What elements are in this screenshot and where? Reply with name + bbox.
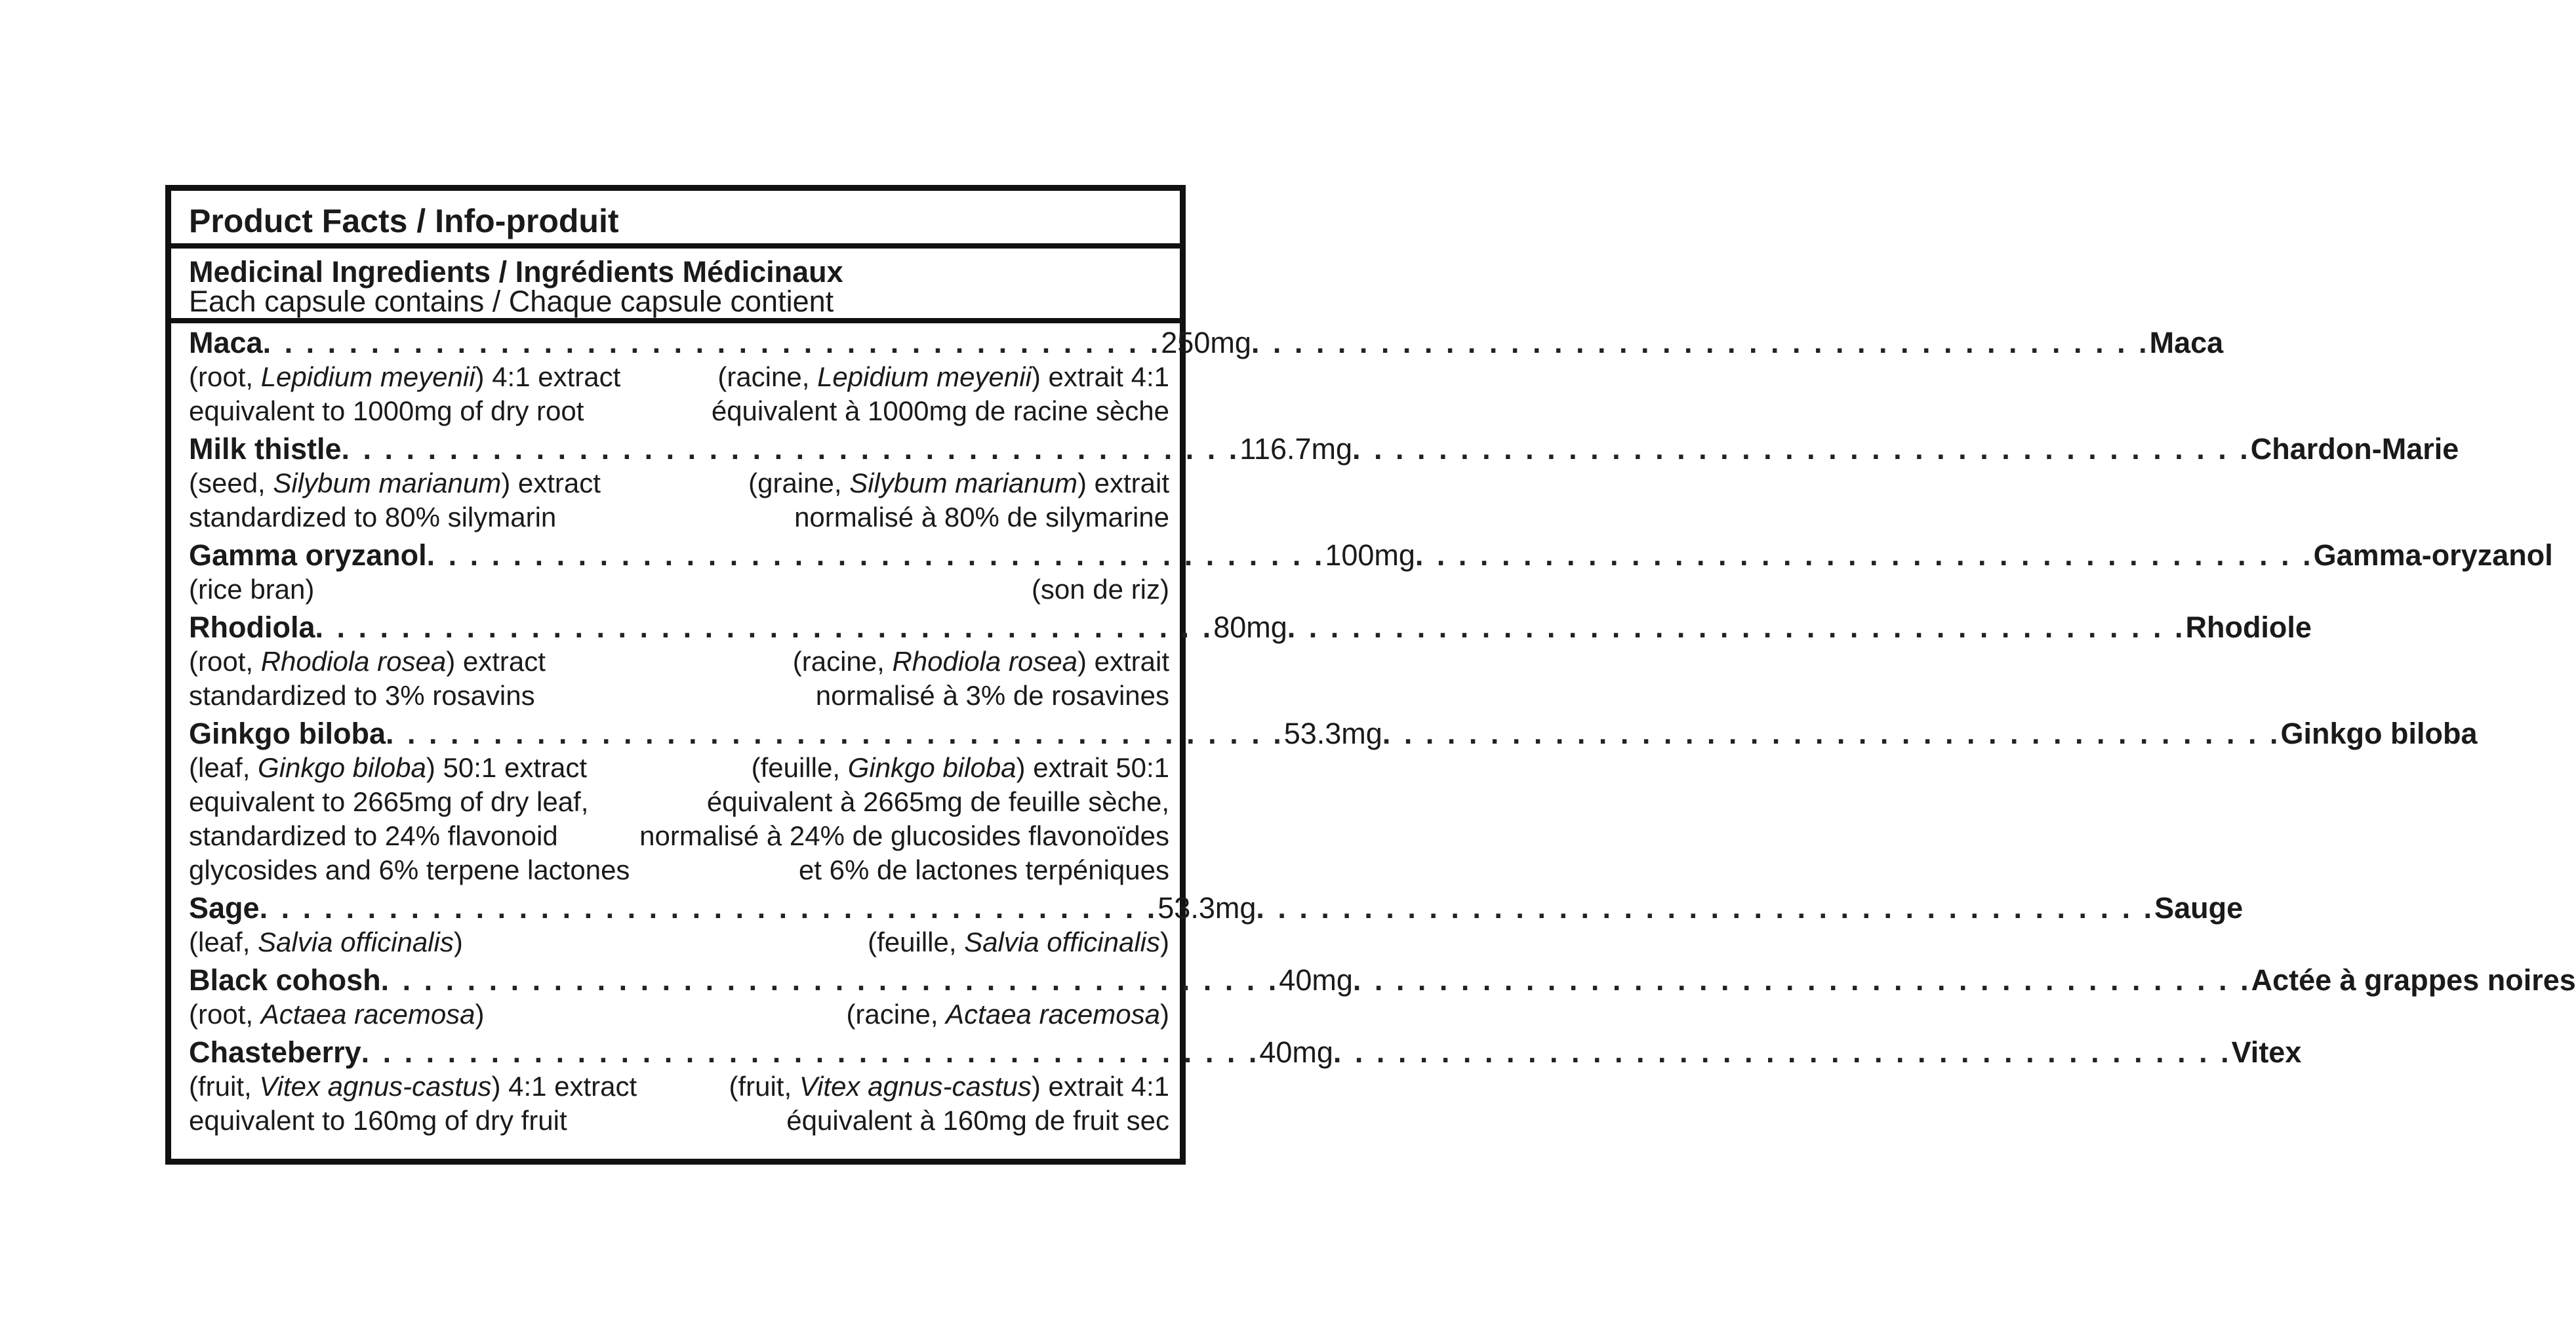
dot-leader: . . . . . . . . . . . . . . . . . . . . . . . . . . . . . . . . . . . . . . . . . . — [1287, 611, 2186, 644]
medicinal-ingredients-heading: Medicinal Ingredients / Ingrédients Médicinaux — [189, 255, 843, 289]
dot-leader: . . . . . . . . . . . . . . . . . . . . . . . . . . . . . . . . . . . . . . . . . . — [1352, 963, 2251, 997]
ingredient-description — [189, 1104, 1169, 1138]
description-en: glycosides and 6% terpene lactones — [189, 854, 630, 885]
dot-leader: . . . . . . . . . . . . . . . . . . . . . . . . . . . . . . . . . . . . . . . . . . — [315, 611, 1214, 644]
ingredient-description — [189, 360, 1169, 394]
description-en: standardized to 24% flavonoid — [189, 820, 558, 851]
description-fr: (racine, Actaea racemosa) — [846, 999, 1169, 1030]
ingredient-name-fr: Sauge — [2154, 891, 2244, 925]
ingredient-name-en: Black cohosh — [189, 963, 381, 997]
dot-leader: . . . . . . . . . . . . . . . . . . . . . . . . . . . . . . . . . . . . . . . . . . — [386, 717, 1284, 750]
ingredient-name-en: Ginkgo biloba — [189, 717, 386, 750]
ingredient-rhodiola — [189, 611, 2312, 713]
dot-leader: . . . . . . . . . . . . . . . . . . . . . . . . . . . . . . . . . . . . . . . . . . — [361, 1035, 1260, 1069]
description-fr: normalisé à 24% de glucosides flavonoïdes — [639, 820, 1169, 851]
ingredient-name-fr: Actée à grappes noires — [2251, 963, 2576, 997]
ingredients-header — [171, 249, 1180, 323]
description-en: (leaf, Ginkgo biloba) 50:1 extract — [189, 752, 587, 783]
description-fr: (son de riz) — [1031, 574, 1169, 605]
ingredient-chasteberry — [189, 1035, 2302, 1138]
description-en: (seed, Silybum marianum) extract — [189, 468, 601, 498]
dot-leader: . . . . . . . . . . . . . . . . . . . . . . . . . . . . . . . . . . . . . . . . . . — [1382, 717, 2281, 750]
description-en: standardized to 3% rosavins — [189, 680, 535, 711]
ingredient-name-en: Sage — [189, 891, 260, 925]
panel-title: Product Facts / Info-produit — [189, 203, 619, 239]
dot-leader: . . . . . . . . . . . . . . . . . . . . . . . . . . . . . . . . . . . . . . . . . . — [1415, 538, 2314, 572]
ingredient-name-fr: Ginkgo biloba — [2280, 717, 2478, 750]
ingredient-maca — [189, 326, 2224, 428]
ingredient-name-fr: Chardon-Marie — [2250, 432, 2459, 466]
description-en: equivalent to 2665mg of dry leaf, — [189, 786, 589, 817]
dot-leader: . . . . . . . . . . . . . . . . . . . . . . . . . . . . . . . . . . . . . . . . . . — [341, 432, 1240, 466]
description-fr: équivalent à 1000mg de racine sèche — [711, 395, 1169, 426]
ingredient-name-fr: Rhodiole — [2185, 611, 2312, 644]
ingredient-name-fr: Maca — [2149, 326, 2224, 359]
ingredient-description — [189, 1070, 1169, 1104]
ingredient-description — [189, 572, 1169, 607]
ingredient-amount: 53.3mg — [1283, 717, 1382, 750]
ingredient-description — [189, 679, 1169, 713]
ingredient-description — [189, 751, 1169, 785]
description-en: (rice bran) — [189, 574, 315, 605]
description-fr: (feuille, Salvia officinalis) — [868, 927, 1169, 957]
title-box — [171, 191, 1180, 249]
ingredient-name-en: Gamma oryzanol — [189, 538, 427, 572]
description-fr: (graine, Silybum marianum) extrait — [748, 468, 1169, 498]
description-fr: (racine, Lepidium meyenii) extrait 4:1 — [717, 361, 1169, 392]
description-fr: normalisé à 80% de silymarine — [794, 502, 1169, 532]
ingredient-name-en: Milk thistle — [189, 432, 342, 466]
ingredient-amount: 40mg — [1259, 1035, 1333, 1069]
ingredient-ginkgo-biloba — [189, 717, 2478, 887]
description-fr: équivalent à 160mg de fruit sec — [786, 1105, 1169, 1136]
ingredient-description — [189, 785, 1169, 819]
dot-leader: . . . . . . . . . . . . . . . . . . . . . . . . . . . . . . . . . . . . . . . . . . — [1333, 1035, 2232, 1069]
ingredient-name-en: Rhodiola — [189, 611, 315, 644]
dot-leader: . . . . . . . . . . . . . . . . . . . . . . . . . . . . . . . . . . . . . . . . . . — [1256, 891, 2155, 925]
description-fr: (fruit, Vitex agnus-castus) extrait 4:1 — [729, 1071, 1169, 1102]
description-en: equivalent to 160mg of dry fruit — [189, 1105, 567, 1136]
ingredient-milk-thistle — [189, 432, 2459, 534]
ingredient-description — [189, 394, 1169, 428]
ingredient-black-cohosh — [189, 963, 2576, 1032]
dot-leader: . . . . . . . . . . . . . . . . . . . . . . . . . . . . . . . . . . . . . . . . . . — [380, 963, 1279, 997]
description-en: standardized to 80% silymarin — [189, 502, 557, 532]
description-en: equivalent to 1000mg of dry root — [189, 395, 584, 426]
description-en: (leaf, Salvia officinalis) — [189, 927, 463, 957]
dot-leader: . . . . . . . . . . . . . . . . . . . . . . . . . . . . . . . . . . . . . . . . . . — [262, 326, 1161, 359]
product-facts-panel — [165, 185, 2576, 1165]
description-fr: équivalent à 2665mg de feuille sèche, — [706, 786, 1169, 817]
description-en: (root, Lepidium meyenii) 4:1 extract — [189, 361, 621, 392]
ingredient-name-fr: Vitex — [2231, 1035, 2302, 1069]
dot-leader: . . . . . . . . . . . . . . . . . . . . . . . . . . . . . . . . . . . . . . . . . . — [259, 891, 1158, 925]
dot-leader: . . . . . . . . . . . . . . . . . . . . . . . . . . . . . . . . . . . . . . . . . . — [1352, 432, 2251, 466]
ingredient-description — [189, 500, 1169, 534]
ingredient-description — [189, 819, 1169, 853]
description-en: (root, Actaea racemosa) — [189, 999, 485, 1030]
ingredient-description — [189, 997, 1169, 1032]
ingredient-name-fr: Gamma-oryzanol — [2313, 538, 2553, 572]
description-fr: (racine, Rhodiola rosea) extrait — [792, 646, 1169, 677]
ingredient-amount: 116.7mg — [1239, 432, 1353, 466]
ingredient-description — [189, 645, 1169, 679]
ingredient-name-en: Chasteberry — [189, 1035, 361, 1069]
ingredient-sage — [189, 891, 2244, 959]
each-capsule-contains: Each capsule contains / Chaque capsule contient — [189, 285, 834, 318]
ingredient-description — [189, 853, 1169, 887]
description-en: (root, Rhodiola rosea) extract — [189, 646, 546, 677]
ingredient-description — [189, 466, 1169, 500]
dot-leader: . . . . . . . . . . . . . . . . . . . . . . . . . . . . . . . . . . . . . . . . . . — [426, 538, 1325, 572]
description-fr: (feuille, Ginkgo biloba) extrait 50:1 — [751, 752, 1169, 783]
ingredient-name-en: Maca — [189, 326, 263, 359]
ingredient-amount: 80mg — [1213, 611, 1287, 644]
ingredient-amount: 40mg — [1279, 963, 1353, 997]
description-fr: normalisé à 3% de rosavines — [815, 680, 1169, 711]
ingredient-amount: 250mg — [1161, 326, 1251, 359]
ingredient-description — [189, 925, 1169, 959]
ingredient-gamma-oryzanol — [189, 538, 2553, 607]
ingredient-amount: 100mg — [1325, 538, 1415, 572]
dot-leader: . . . . . . . . . . . . . . . . . . . . . . . . . . . . . . . . . . . . . . . . . . — [1251, 326, 2150, 359]
ingredient-list — [189, 326, 2576, 1138]
description-fr: et 6% de lactones terpéniques — [798, 854, 1169, 885]
description-en: (fruit, Vitex agnus-castus) 4:1 extract — [189, 1071, 637, 1102]
ingredient-amount: 53.3mg — [1157, 891, 1257, 925]
